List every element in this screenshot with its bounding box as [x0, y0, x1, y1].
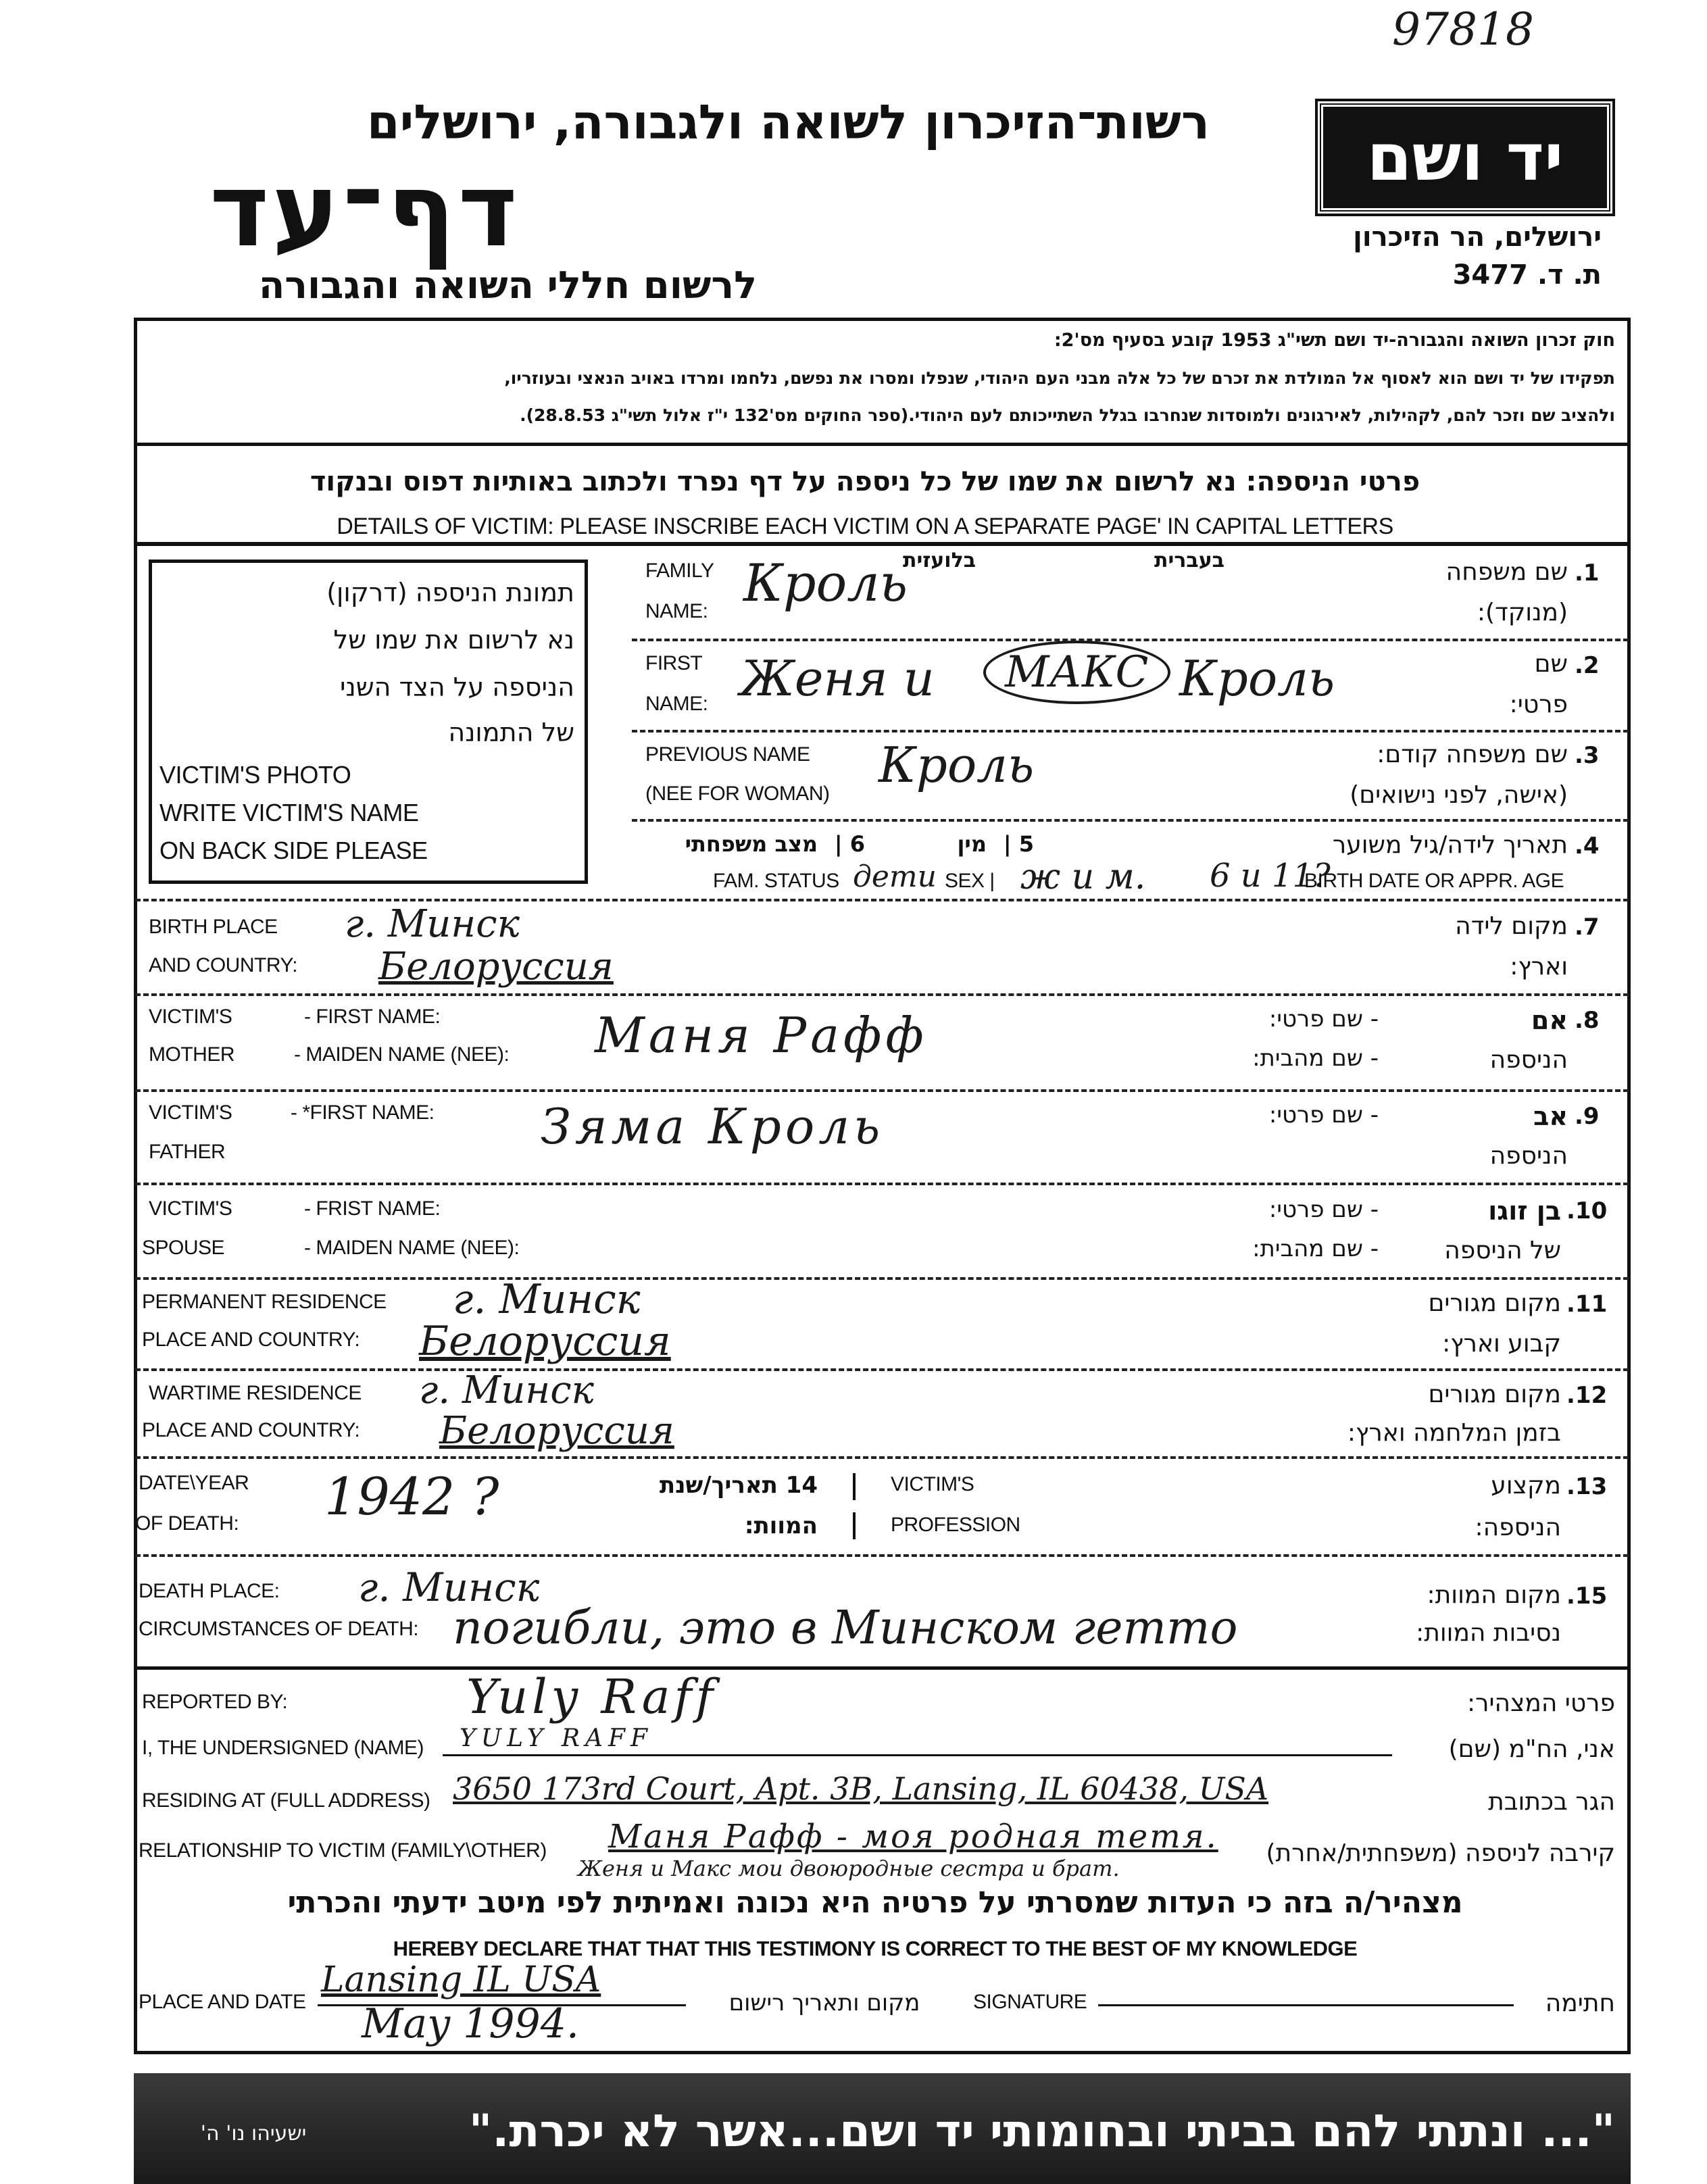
field-11-label-en: PERMANENT RESIDENCE: [142, 1291, 387, 1313]
divider: [135, 1089, 1629, 1092]
field-4-sex-en: SEX |: [945, 870, 995, 892]
field-12-label-he: מקום מגורים: [1428, 1381, 1561, 1408]
divider: [134, 443, 1631, 446]
field-10-label-he-2: של הניספה: [1444, 1237, 1561, 1264]
column-hebrew: בעברית: [1154, 549, 1224, 572]
field-7-number: 7.: [1575, 914, 1600, 941]
field-15-value-place: г. Минск: [358, 1564, 540, 1610]
field-7-value-city: г. Минск: [345, 902, 520, 946]
field-13-date-he: 14 תאריך/שנת: [659, 1472, 818, 1499]
field-13-profession-en-2: PROFESSION: [891, 1514, 1020, 1536]
field-3-label-he-2: (אישה, לפני נישואים): [1350, 781, 1568, 809]
field-11-value-country: Белоруссия: [419, 1318, 671, 1365]
field-15-number: 15.: [1566, 1583, 1608, 1610]
field-11-value-city: г. Минск: [453, 1276, 641, 1323]
field-1-number: 1.: [1575, 560, 1600, 587]
field-2-label-en: FIRST: [645, 652, 703, 674]
field-2-value-surname: Кроль: [1179, 650, 1335, 707]
date-value: May 1994.: [362, 2000, 579, 2048]
field-15-label-en-2: CIRCUMSTANCES OF DEATH:: [139, 1618, 419, 1640]
field-13-label-en: DATE\YEAR: [139, 1472, 249, 1494]
field-2-number: 2.: [1575, 652, 1600, 679]
field-8-number: 8.: [1575, 1007, 1600, 1034]
field-3-number: 3.: [1575, 742, 1600, 769]
divider: [135, 1368, 1629, 1371]
divider: [135, 899, 1629, 901]
photo-instruction-en-3: ON BACK SIDE PLEASE: [159, 837, 428, 864]
field-7-label-he: מקום לידה: [1455, 912, 1568, 940]
field-2-label-he: שם: [1534, 650, 1568, 678]
field-4-number: 4.: [1575, 833, 1600, 860]
address-label-en: RESIDING AT (FULL ADDRESS): [142, 1789, 430, 1812]
place-date-line: [318, 2004, 686, 2006]
photo-instruction-en-1: VICTIM'S PHOTO: [159, 761, 351, 789]
field-10-label-he: בן זוגו: [1488, 1196, 1561, 1226]
field-11-label-he-2: קבוע וארץ:: [1442, 1330, 1561, 1358]
field-4-sex-he: מין: [957, 831, 987, 857]
divider: [632, 639, 1629, 641]
divider: [135, 1456, 1629, 1459]
field-9-value: Зяма Кроль: [541, 1098, 885, 1155]
field-2-label-he-2: פרטי:: [1509, 691, 1568, 718]
field-10-number: 10.: [1566, 1197, 1608, 1224]
divider: [135, 993, 1629, 996]
field-13-value: 1942 ?: [324, 1466, 499, 1527]
field-3-label-en: PREVIOUS NAME: [645, 743, 810, 766]
field-15-value-circumstances: погибли, это в Минском гетто: [453, 1602, 1238, 1655]
relationship-label-en: RELATIONSHIP TO VICTIM (FAMILY\OTHER): [139, 1839, 547, 1862]
field-8-first-en: - FIRST NAME:: [304, 1006, 441, 1028]
field-9-first-en: - *FIRST NAME:: [291, 1101, 435, 1124]
footer-quote: "... ונתתי להם בביתי ובחומותי יד ושם...אשר לא יכרת.": [468, 2105, 1615, 2157]
field-9-label-he-2: הניספה: [1489, 1142, 1568, 1170]
field-12-label-en-2: PLACE AND COUNTRY:: [142, 1419, 360, 1441]
field-10-first-he: - שם פרטי:: [1268, 1196, 1379, 1223]
field-1-label-he-2: (מנוקד):: [1477, 599, 1568, 626]
field-13-date-he-2: המוות:: [744, 1512, 818, 1539]
relationship-value-2: Женя и Макс мои двоюродные сестра и брат.: [578, 1856, 1120, 1881]
field-4-birth-en: BIRTH DATE OR APPR. AGE: [1304, 870, 1564, 892]
yad-vashem-logo: [1318, 101, 1612, 214]
field-8-label-he-2: הניספה: [1489, 1046, 1568, 1074]
field-4-fam-he: מצב משפחתי: [685, 831, 818, 857]
relationship-label-he: קירבה לניספה (משפחתית/אחרת): [1266, 1839, 1615, 1867]
field-9-label-he: אב: [1533, 1101, 1568, 1131]
divider: [135, 1277, 1629, 1280]
field-1-label-en: FAMILY: [645, 560, 714, 582]
photo-instruction-he-2: נא לרשום את שמו של: [333, 625, 574, 655]
section-header-he: פרטי הניספה: נא לרשום את שמו של כל ניספה על דף נפרד ולכתוב באותיות דפוס ובנקוד: [310, 466, 1420, 497]
field-15-label-he: מקום המוות:: [1427, 1581, 1561, 1609]
field-9-number: 9.: [1575, 1103, 1600, 1130]
field-4-label-he: תאריך לידה/גיל משוער: [1332, 831, 1568, 859]
field-8-label-en: VICTIM'S: [149, 1006, 232, 1028]
field-8-value: Маня Рафф: [595, 1007, 928, 1064]
field-3-label-en-2: (NEE FOR WOMAN): [645, 783, 830, 805]
archive-number: 97818: [1392, 3, 1534, 55]
signature-line: [443, 1754, 1392, 1756]
law-line-3: ולהציב שם וזכר להם, לקהילות, לאירגונים ולמוסדות שנחרבו בגלל השתייכותם לעם היהודי.(ספר החוקים מס'132 י"ז אלול תשי"ג 28.8.53).: [520, 405, 1615, 425]
photo-instruction-he-1: תמונת הניספה (דרקון): [326, 578, 574, 607]
field-4-fam-en: FAM. STATUS: [713, 870, 839, 892]
photo-instruction-he-4: של התמונה: [448, 718, 574, 747]
field-12-value-country: Белоруссия: [439, 1409, 674, 1453]
field-11-label-en-2: PLACE AND COUNTRY:: [142, 1329, 360, 1351]
field-2-label-en-2: NAME:: [645, 693, 708, 715]
logo-text: יד ושם: [1366, 120, 1564, 195]
law-line-1: חוק זכרון השואה והגבורה-יד ושם תשי"ג 1953 קובע בסעיף מס'2:: [1054, 330, 1615, 351]
undersigned-label-en: I, THE UNDERSIGNED (NAME): [142, 1737, 424, 1759]
undersigned-name-value: YULY RAFF: [460, 1724, 653, 1752]
law-line-2: תפקידו של יד ושם הוא לאסוף אל המולדת את זכרם של כל אלה מבני העם היהודי, שנפלו ומסרו את נפשם, נלחמו ומרדו באויב הנאצי ובעוזריו,: [504, 368, 1615, 388]
field-1-label-en-2: NAME:: [645, 600, 708, 622]
declaration-en: HEREBY DECLARE THAT THAT THIS TESTIMONY IS CORRECT TO THE BEST OF MY KNOWLEDGE: [393, 1937, 1358, 1960]
field-9-first-he: - שם פרטי:: [1268, 1101, 1379, 1128]
signature-field-line: [1098, 2004, 1514, 2006]
field-11-label-he: מקום מגורים: [1428, 1289, 1561, 1317]
field-13-label-he: מקצוע: [1491, 1472, 1561, 1499]
field-10-maiden-en: - MAIDEN NAME (NEE):: [304, 1237, 520, 1259]
field-2-value-circled: МАКС: [983, 641, 1170, 704]
divider: [632, 730, 1629, 733]
field-12-number: 12.: [1566, 1382, 1608, 1409]
signature-label-he: חתימה: [1545, 1989, 1615, 2017]
column-latin: בלועזית: [902, 549, 976, 572]
address-line-1: ירושלים, הר הזיכרון: [1353, 222, 1602, 253]
field-1-label-he: שם משפחה: [1445, 558, 1568, 586]
field-9-label-en: VICTIM'S: [149, 1101, 232, 1124]
undersigned-label-he: אני, הח"מ (שם): [1448, 1735, 1615, 1763]
address-label-he: הגר בכתובת: [1488, 1788, 1615, 1816]
field-13-profession-en: VICTIM'S: [891, 1473, 974, 1495]
field-10-maiden-he: - שם מהבית:: [1252, 1235, 1379, 1262]
field-4-fam-value: дети: [853, 860, 937, 894]
field-10-label-en-2: SPOUSE: [142, 1237, 225, 1259]
address-value: 3650 173rd Court, Apt. 3B, Lansing, IL 60438, USA: [453, 1770, 1269, 1807]
field-15-label-he-2: נסיבות המוות:: [1416, 1619, 1561, 1647]
field-4-age-value: 6 и 11?: [1210, 857, 1331, 895]
field-8-first-he: - שם פרטי:: [1268, 1006, 1379, 1033]
field-1-value: Кроль: [743, 553, 908, 613]
divider: [134, 542, 1631, 546]
field-9-label-en-2: FATHER: [149, 1141, 226, 1163]
place-date-label-he: מקום ותאריך רישום: [728, 1989, 920, 2016]
signature-label-en: SIGNATURE: [973, 1991, 1087, 2013]
divider: [632, 819, 1629, 822]
field-12-label-he-2: בזמן המלחמה וארץ:: [1347, 1419, 1561, 1447]
field-4-num-6: 6 |: [834, 831, 865, 857]
form-title: דף־עד: [209, 152, 520, 270]
section-header-en: DETAILS OF VICTIM: PLEASE INSCRIBE EACH VICTIM ON A SEPARATE PAGE' IN CAPITAL LETTERS: [337, 514, 1393, 539]
field-12-label-en: WARTIME RESIDENCE: [149, 1382, 362, 1404]
photo-instruction-en-2: WRITE VICTIM'S NAME: [159, 799, 419, 826]
reporter-label-en: REPORTED BY:: [142, 1691, 288, 1713]
place-value: Lansing IL USA: [321, 1960, 601, 2000]
field-13-label-he-2: הניספה:: [1475, 1514, 1561, 1541]
divider: [135, 1183, 1629, 1185]
field-10-label-en: VICTIM'S: [149, 1197, 232, 1220]
field-13-number: 13.: [1566, 1473, 1608, 1500]
field-8-maiden-en: - MAIDEN NAME (NEE):: [294, 1043, 510, 1066]
field-3-label-he: שם משפחה קודם:: [1377, 741, 1568, 768]
field-4-num-5: 5 |: [1003, 831, 1034, 857]
reporter-name-value: Yuly Raff: [466, 1669, 718, 1724]
field-4-sex-value: ж и м.: [1020, 857, 1146, 897]
field-7-label-he-2: וארץ:: [1510, 953, 1568, 981]
field-8-label-he: אם: [1531, 1006, 1568, 1035]
address-line-2: ת. ד. 3477: [1452, 259, 1602, 291]
field-13-label-en-2: OF DEATH:: [135, 1512, 239, 1535]
field-15-label-en: DEATH PLACE:: [139, 1580, 280, 1602]
field-7-label-en-2: AND COUNTRY:: [149, 954, 298, 976]
form-subtitle: לרשום חללי השואה והגבורה: [258, 264, 757, 307]
footer-source: ישעיהו נו' ה': [200, 2122, 307, 2145]
place-date-label-en: PLACE AND DATE: [139, 1991, 306, 2013]
photo-instruction-he-3: הניספה על הצד השני: [340, 672, 574, 702]
field-3-value: Кроль: [879, 737, 1035, 793]
divider: [135, 1554, 1629, 1557]
reporter-label-he: פרטי המצהיר:: [1467, 1689, 1615, 1717]
field-10-first-en: - FRIST NAME:: [304, 1197, 441, 1220]
declaration-he: מצהיר/ה בזה כי העדות שמסרתי על פרטיה היא נכונה ואמיתית לפי מיטב ידעתי והכרתי: [287, 1885, 1463, 1920]
field-12-value-city: г. Минск: [419, 1368, 594, 1412]
field-7-label-en: BIRTH PLACE: [149, 916, 278, 938]
field-11-number: 11.: [1566, 1291, 1608, 1318]
field-8-label-en-2: MOTHER: [149, 1043, 234, 1066]
field-7-value-country: Белоруссия: [378, 945, 614, 989]
separator-bar: [853, 1512, 856, 1539]
relationship-value-1: Маня Рафф - моя родная тетя.: [608, 1818, 1218, 1856]
field-8-maiden-he: - שם מהבית:: [1252, 1045, 1379, 1072]
divider: [134, 1666, 1631, 1670]
separator-bar: [853, 1473, 856, 1500]
authority-title: רשות־הזיכרון לשואה ולגבורה, ירושלים: [366, 95, 1210, 150]
field-2-value-first: Женя и: [740, 650, 935, 707]
